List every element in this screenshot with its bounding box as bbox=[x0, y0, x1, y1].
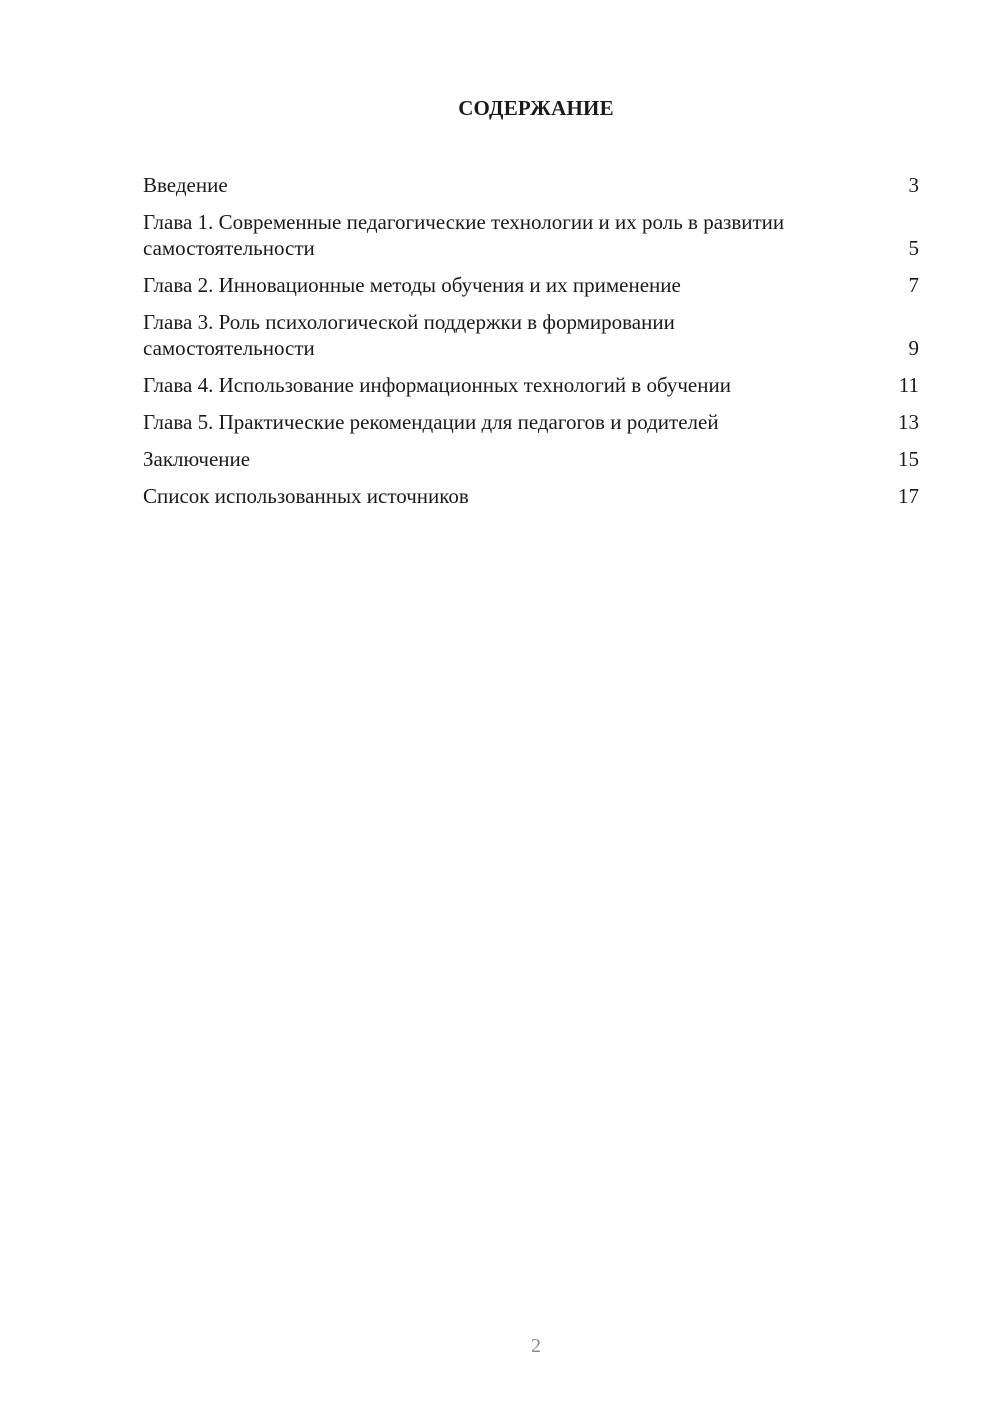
toc-entry-text: Глава 2. Инновационные методы обучения и их применение bbox=[143, 273, 681, 297]
toc-entry-chapter-2 bbox=[143, 272, 919, 298]
toc-entry-introduction bbox=[143, 172, 919, 198]
toc-entry-chapter-1 bbox=[143, 209, 919, 261]
toc-entry-page: 3 bbox=[908, 173, 919, 197]
toc-entry-page: 7 bbox=[908, 273, 919, 297]
toc-entry-text: Глава 1. Современные педагогические технологии и их роль в развитии самостоятельности bbox=[143, 210, 785, 260]
toc-entry-page: 15 bbox=[898, 447, 919, 471]
toc-entry-page: 11 bbox=[898, 373, 919, 397]
toc-entry-chapter-4 bbox=[143, 372, 919, 398]
toc-entry-chapter-3 bbox=[143, 309, 919, 361]
toc-entry-chapter-5 bbox=[143, 409, 919, 435]
toc-entry-text: Список использованных источников bbox=[143, 484, 469, 508]
toc-entry-page: 9 bbox=[908, 336, 919, 360]
toc-entry-text: Заключение bbox=[143, 447, 251, 471]
toc-entry-conclusion bbox=[143, 446, 919, 472]
toc-entry-page: 5 bbox=[908, 236, 919, 260]
toc-entry-page: 17 bbox=[898, 484, 919, 508]
page-number: 2 bbox=[531, 1335, 541, 1357]
toc-entry-text: Глава 5. Практические рекомендации для педагогов и родителей bbox=[143, 410, 719, 434]
toc-entry-text: Введение bbox=[143, 173, 228, 197]
toc-entry-page: 13 bbox=[898, 410, 919, 434]
toc-entry-text: Глава 3. Роль психологической поддержки в формировании самостоятельности bbox=[143, 310, 675, 360]
toc-entry-text: Глава 4. Использование информационных технологий в обучении bbox=[143, 373, 731, 397]
toc-entry-references bbox=[143, 483, 919, 509]
page-title: СОДЕРЖАНИЕ bbox=[458, 96, 614, 120]
table-of-contents bbox=[143, 172, 919, 520]
